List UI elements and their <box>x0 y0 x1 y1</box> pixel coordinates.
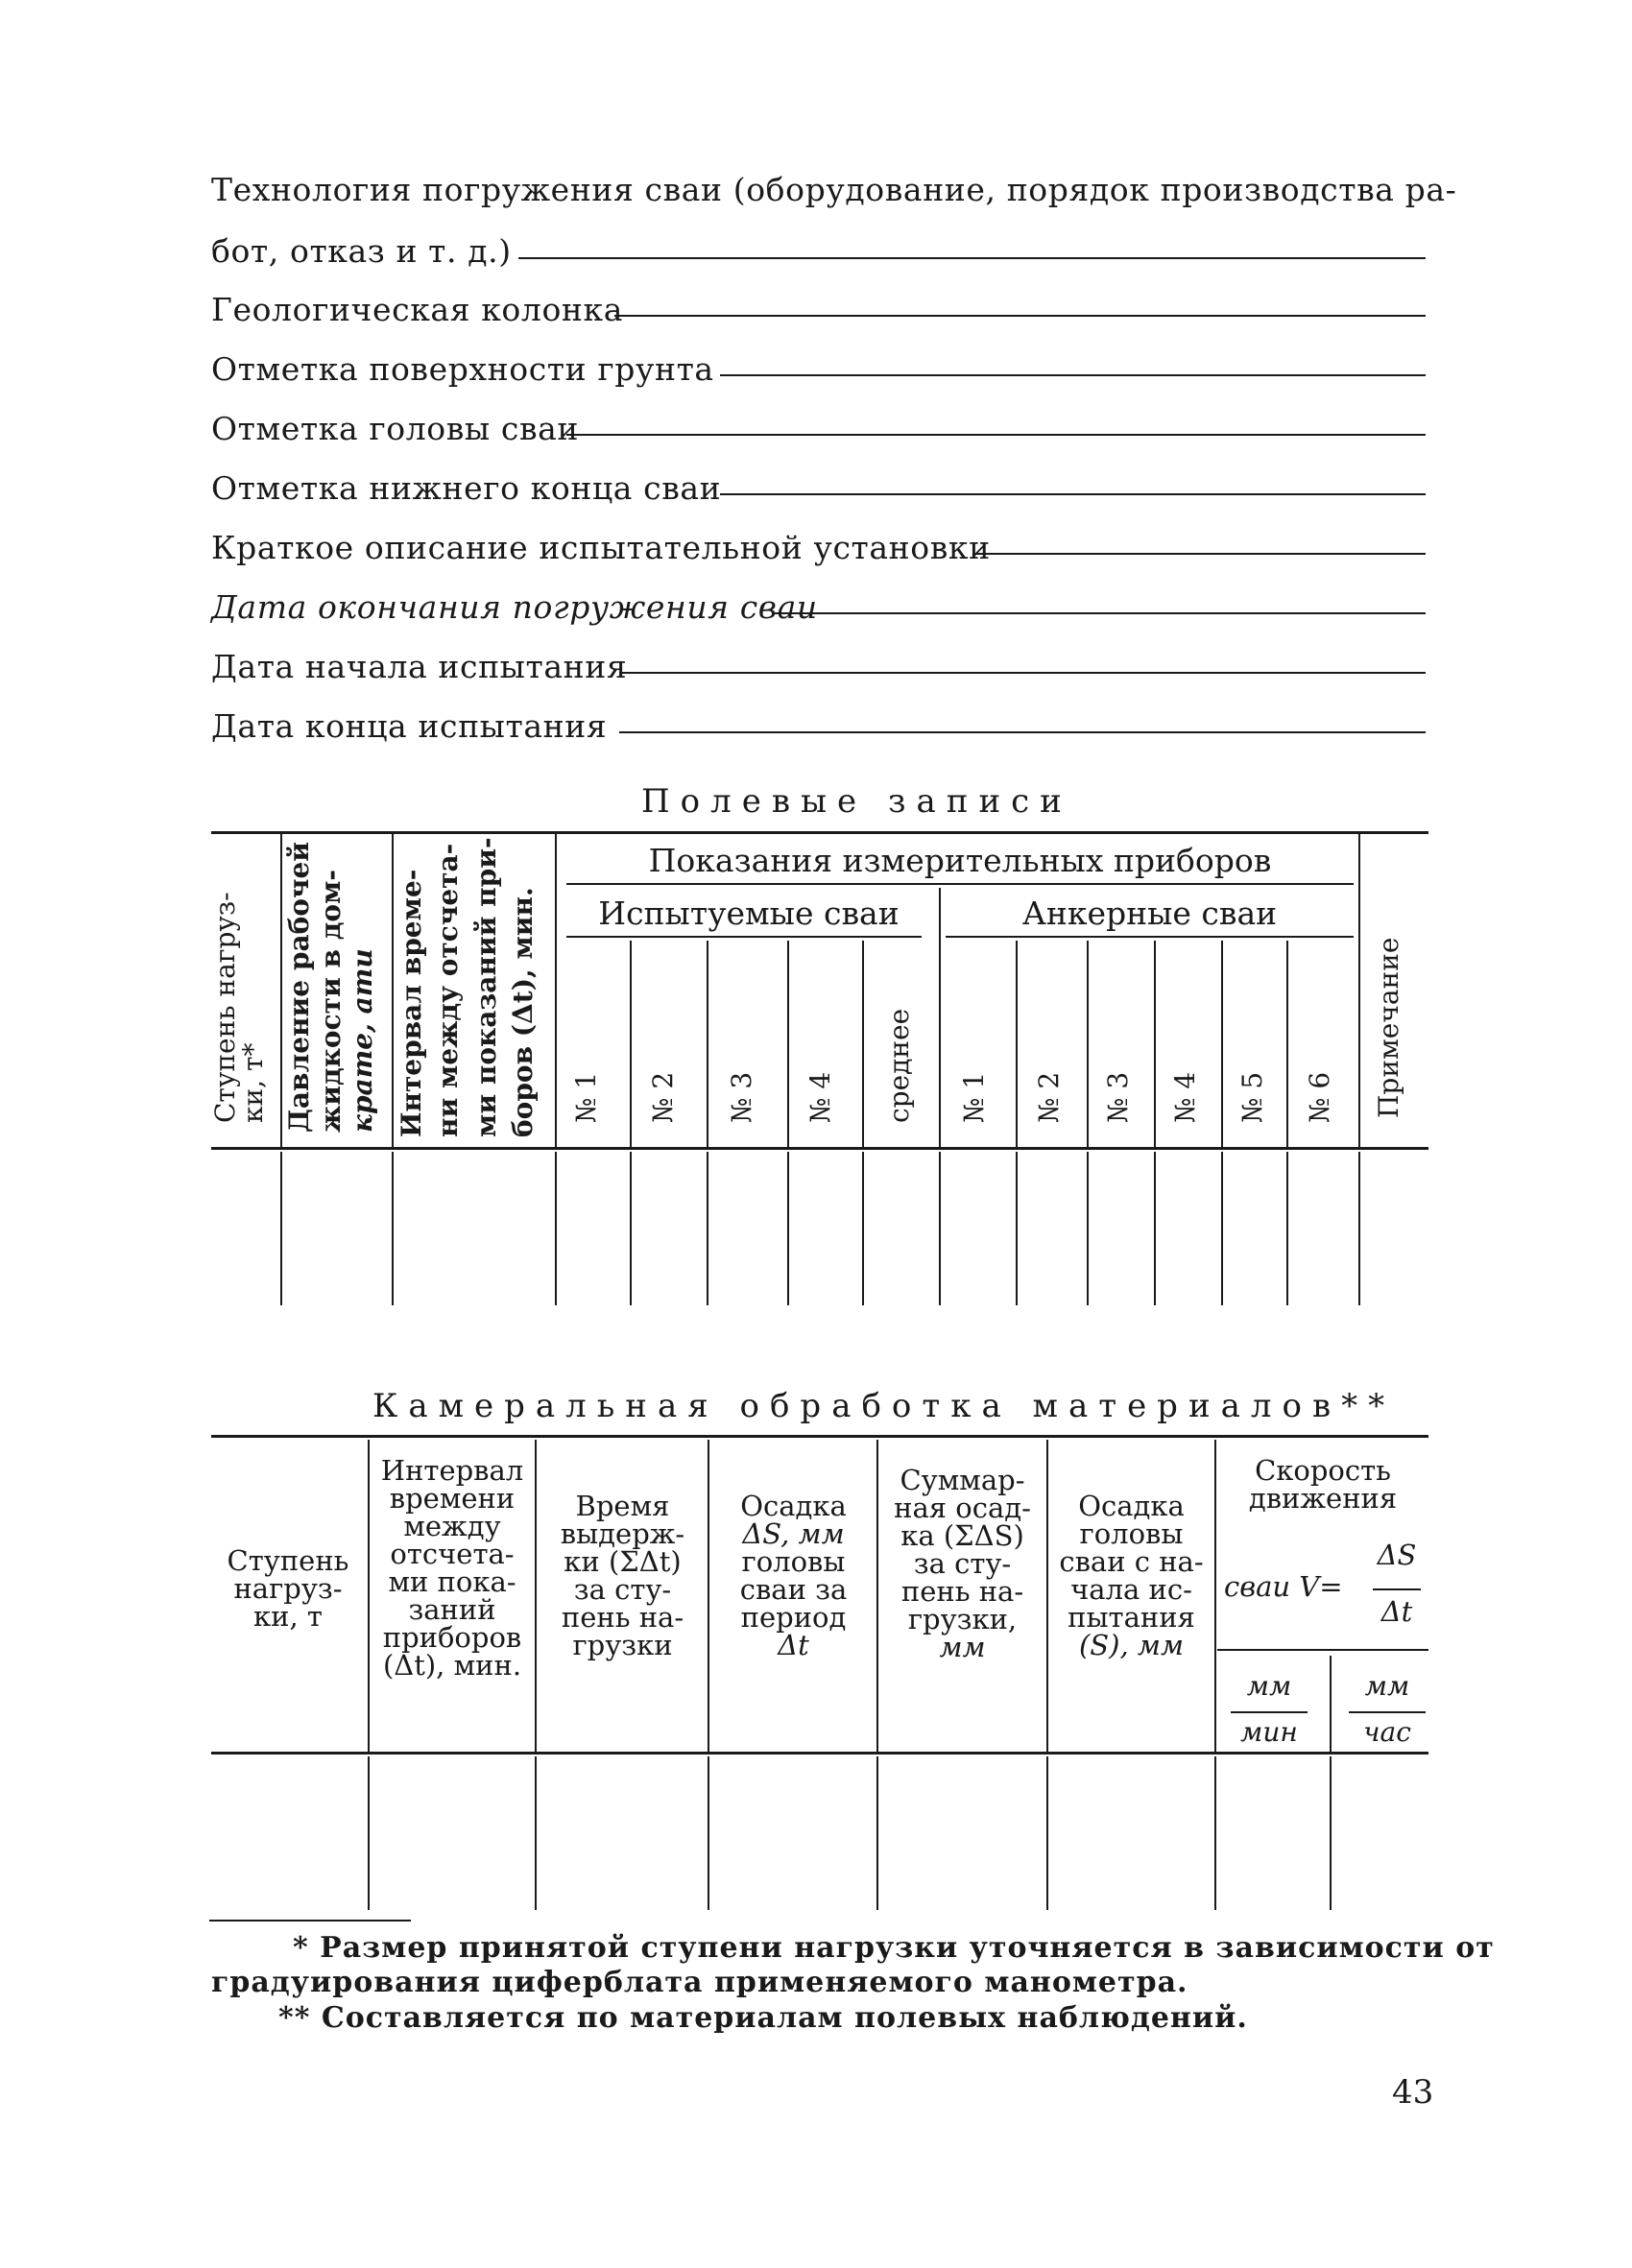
header-line: Осадка <box>1078 1490 1185 1522</box>
header-line: движения <box>1248 1482 1398 1515</box>
fill-line[interactable] <box>619 672 1426 674</box>
anchor-col-6: № 6 <box>1304 1071 1335 1123</box>
velocity-formula-denominator: Δt <box>1380 1595 1413 1628</box>
fill-line[interactable] <box>773 612 1426 614</box>
header-line: пытания <box>1068 1601 1195 1634</box>
col-divider <box>939 888 941 1147</box>
header-line: сваи за <box>739 1573 848 1606</box>
header-line: заний <box>408 1593 496 1626</box>
col-divider <box>555 1152 557 1305</box>
header-line: выдерж- <box>560 1517 685 1550</box>
page-number: 43 <box>1392 2073 1434 2112</box>
fill-line[interactable] <box>614 315 1426 317</box>
col-load-step-header: Ступень нагруз- ки, т* <box>209 892 269 1123</box>
col-divider <box>707 941 708 1147</box>
col-divider <box>1016 1152 1018 1305</box>
tested-piles-header: Испытуемые сваи <box>598 895 900 932</box>
col-load-step <box>211 1544 365 1633</box>
anchor-col-3: № 3 <box>1102 1071 1134 1123</box>
col-divider <box>535 1440 537 1752</box>
header-line: между <box>403 1510 501 1542</box>
header-line: за сту- <box>913 1547 1012 1580</box>
table-top-rule <box>211 831 1428 834</box>
form-line-driving-end-date: Дата окончания погружения сваи <box>211 588 818 626</box>
col-divider <box>708 1440 709 1752</box>
col-settlement-period <box>710 1492 876 1659</box>
col-velocity-title <box>1217 1454 1428 1515</box>
col-divider <box>939 1152 941 1305</box>
anchor-col-5: № 5 <box>1236 1071 1268 1123</box>
instruments-header-rule <box>566 883 1354 885</box>
col-divider <box>392 1152 394 1305</box>
col-divider <box>1154 1152 1156 1305</box>
office-processing-title: Камеральная обработка материалов** <box>372 1387 1396 1425</box>
col-divider <box>1046 1756 1048 1910</box>
anchor-piles-header: Анкерные сваи <box>1021 895 1278 932</box>
col-divider <box>707 1152 708 1305</box>
fill-line[interactable] <box>720 374 1426 376</box>
header-line: пень на- <box>900 1575 1024 1608</box>
footnote-1-line-2: градуирования циферблата применяемого манометра. <box>211 1966 1188 1999</box>
col-interval-header-2: ни между отсчета- <box>432 843 464 1137</box>
footnote-separator <box>209 1920 411 1922</box>
form-line-test-end-date: Дата конца испытания <box>211 707 608 745</box>
header-line: головы <box>1079 1517 1184 1550</box>
header-bottom-rule <box>211 1147 1428 1150</box>
unit2-denominator: час <box>1363 1716 1411 1748</box>
header-line: чала ис- <box>1070 1573 1192 1606</box>
header-line: Осадка <box>740 1490 847 1522</box>
header-line: ΔS, мм <box>742 1517 845 1550</box>
col-divider <box>1330 1656 1332 1752</box>
col-divider <box>1286 1152 1288 1305</box>
form-line-tip-level: Отметка нижнего конца сваи <box>211 469 722 507</box>
col-divider <box>876 1756 878 1910</box>
form-line-geology: Геологическая колонка <box>211 291 624 328</box>
col-interval-header-3: ми показаний при- <box>470 837 502 1137</box>
header-line: за сту- <box>573 1573 672 1606</box>
col-interval-header-1: Интервал време- <box>396 869 427 1137</box>
header-line: пень на- <box>561 1601 684 1634</box>
field-records-title: Полевые записи <box>641 782 1072 821</box>
col-divider <box>630 941 632 1147</box>
header-line: приборов <box>382 1621 522 1654</box>
anchor-header-rule <box>946 936 1354 938</box>
col-divider <box>862 1152 864 1305</box>
fill-line[interactable] <box>566 434 1426 436</box>
header-line: (S), мм <box>1078 1629 1185 1661</box>
col-divider <box>392 831 394 1147</box>
col-divider <box>862 941 864 1147</box>
col-divider <box>1154 941 1156 1147</box>
col-divider <box>280 831 282 1147</box>
form-line-test-start-date: Дата начала испытания <box>211 648 628 685</box>
header-line: период <box>740 1601 847 1634</box>
col-divider <box>1214 1440 1216 1752</box>
tested-col-avg: среднее <box>883 1008 915 1123</box>
unit1-numerator: мм <box>1246 1670 1292 1702</box>
col-divider <box>535 1756 537 1910</box>
fill-line[interactable] <box>720 493 1426 495</box>
col-time-interval <box>370 1454 535 1682</box>
header-line: ная осад- <box>894 1492 1031 1524</box>
header-line: ки (ΣΔt) <box>564 1545 682 1578</box>
header-line: сваи с на- <box>1059 1545 1204 1578</box>
col-divider <box>1221 1152 1223 1305</box>
formula-fraction-bar <box>1373 1588 1421 1590</box>
col-interval-header-4: боров (Δt), мин. <box>507 887 539 1137</box>
header-bottom-rule <box>211 1752 1428 1755</box>
col-divider <box>280 1152 282 1305</box>
header-line: времени <box>389 1482 516 1515</box>
unit1-denominator: мин <box>1240 1716 1298 1748</box>
col-divider <box>1087 1152 1089 1305</box>
col-divider <box>630 1152 632 1305</box>
col-divider <box>1286 941 1288 1147</box>
col-pressure-header-3: крате, ати <box>347 948 378 1133</box>
unit2-numerator: мм <box>1364 1670 1410 1702</box>
fill-line[interactable] <box>518 257 1426 259</box>
header-line: Δt <box>778 1629 809 1661</box>
anchor-col-1: № 1 <box>958 1071 990 1123</box>
header-line: Ступень <box>227 1544 349 1577</box>
tested-col-2: № 2 <box>647 1071 679 1123</box>
anchor-col-2: № 2 <box>1033 1071 1065 1123</box>
form-line-setup: Краткое описание испытательной установки <box>211 529 991 566</box>
col-divider <box>787 1152 789 1305</box>
form-line-ground-level: Отметка поверхности грунта <box>211 350 714 388</box>
col-divider <box>1221 941 1223 1147</box>
header-line: отсчета- <box>390 1538 515 1570</box>
col-pressure-header-2: жидкости в дом- <box>315 870 347 1133</box>
unit-fraction-bar <box>1231 1711 1308 1713</box>
tested-col-3: № 3 <box>726 1071 757 1123</box>
fill-line[interactable] <box>619 731 1426 733</box>
velocity-subheader-rule <box>1217 1649 1428 1651</box>
velocity-formula-prefix: сваи V= <box>1224 1570 1343 1603</box>
col-divider <box>708 1756 709 1910</box>
header-line: ки, т <box>253 1600 323 1633</box>
tested-col-4: № 4 <box>804 1071 836 1123</box>
col-divider <box>368 1756 370 1910</box>
header-line: головы <box>741 1545 846 1578</box>
header-line: Скорость <box>1255 1454 1391 1487</box>
form-line-technology: Технология погружения сваи (оборудование, порядок производства ра- <box>211 171 1457 208</box>
col-total-settlement <box>878 1464 1046 1663</box>
header-line: Суммар- <box>900 1464 1025 1496</box>
header-line: ми пока- <box>388 1565 516 1598</box>
col-divider <box>1087 941 1089 1147</box>
header-line: Интервал <box>380 1454 524 1487</box>
tested-header-rule <box>566 936 922 938</box>
col-settlement-since-start <box>1048 1492 1214 1659</box>
header-line: (Δt), мин. <box>382 1649 522 1682</box>
note-header: Примечание <box>1373 937 1404 1118</box>
header-line: грузки, <box>907 1603 1018 1635</box>
header-line: мм <box>939 1631 986 1663</box>
form-line-head-level: Отметка головы сваи <box>211 410 580 447</box>
col-divider <box>1358 831 1360 1147</box>
col-divider <box>555 831 557 1147</box>
tested-col-1: № 1 <box>570 1071 602 1123</box>
header-line: Время <box>575 1490 670 1522</box>
instruments-header: Показания измерительных приборов <box>648 842 1272 879</box>
col-divider <box>1016 941 1018 1147</box>
header-line: ка (ΣΔS) <box>900 1519 1024 1552</box>
col-divider <box>1214 1756 1216 1910</box>
velocity-formula-numerator: ΔS <box>1377 1539 1417 1571</box>
col-holding-time <box>538 1492 708 1659</box>
unit-fraction-bar <box>1349 1711 1426 1713</box>
header-line: нагруз- <box>233 1572 343 1605</box>
header-line: грузки <box>572 1629 673 1661</box>
col-divider <box>1330 1756 1332 1910</box>
footnote-2: ** Составляется по материалам полевых наблюдений. <box>278 2001 1248 2035</box>
fill-line[interactable] <box>974 553 1426 555</box>
anchor-col-4: № 4 <box>1169 1071 1201 1123</box>
footnote-1-line-1: * Размер принятой ступени нагрузки уточняется в зависимости от <box>293 1931 1495 1965</box>
form-line-technology-cont: бот, отказ и т. д.) <box>211 232 512 270</box>
col-divider <box>1358 1152 1360 1305</box>
table-top-rule <box>211 1435 1428 1438</box>
col-divider <box>787 941 789 1147</box>
col-pressure-header-1: Давление рабочей <box>283 841 315 1133</box>
